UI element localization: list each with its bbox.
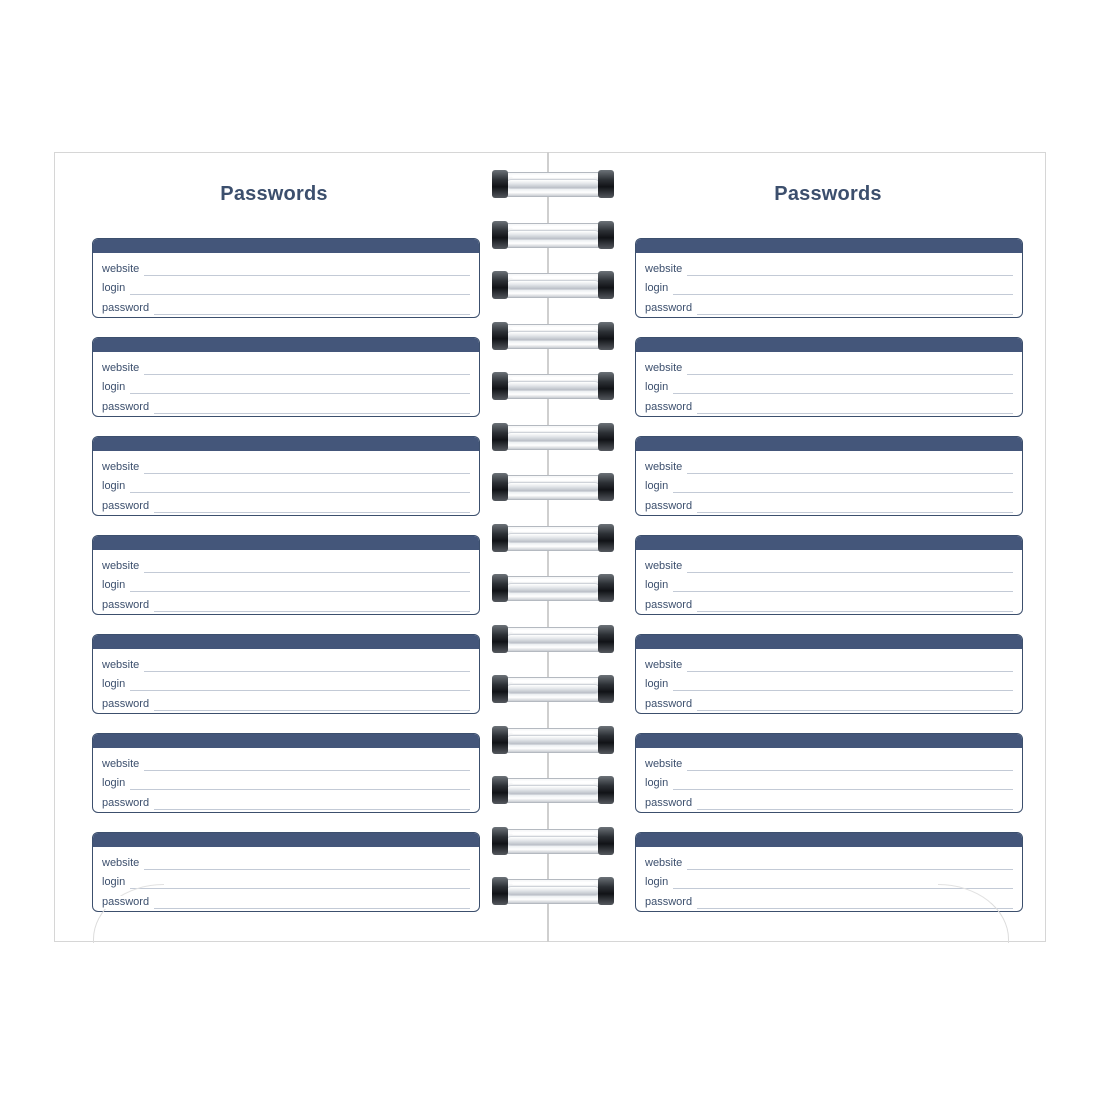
field-write-line-login[interactable] bbox=[673, 579, 1013, 592]
coil-cap-right bbox=[598, 574, 614, 602]
field-write-line-website[interactable] bbox=[144, 560, 470, 573]
field-write-line-password[interactable] bbox=[697, 698, 1013, 711]
spiral-coil-icon bbox=[490, 168, 616, 202]
entry-header-band bbox=[636, 239, 1022, 253]
field-write-line-login[interactable] bbox=[130, 876, 470, 889]
field-row-login[interactable] bbox=[102, 672, 470, 692]
field-write-line-password[interactable] bbox=[697, 599, 1013, 612]
coil-ring-inner bbox=[506, 331, 600, 341]
coil-cap-left bbox=[492, 877, 508, 905]
spiral-coil-icon bbox=[490, 673, 616, 707]
entry-list-left bbox=[92, 238, 480, 931]
coil-ring-inner bbox=[506, 230, 600, 240]
field-write-line-password[interactable] bbox=[154, 302, 470, 315]
field-write-line-website[interactable] bbox=[144, 263, 470, 276]
field-label-website: website bbox=[102, 362, 144, 375]
field-row-password[interactable] bbox=[102, 889, 470, 909]
field-label-login: login bbox=[102, 282, 130, 295]
entry-header-band bbox=[93, 338, 479, 352]
field-write-line-password[interactable] bbox=[154, 896, 470, 909]
coil-cap-right bbox=[598, 372, 614, 400]
field-label-password: password bbox=[102, 797, 154, 810]
password-entry-card[interactable] bbox=[635, 634, 1023, 714]
entry-fields bbox=[636, 649, 1022, 711]
field-row-password[interactable] bbox=[645, 790, 1013, 810]
coil-cap-left bbox=[492, 423, 508, 451]
entry-list-right bbox=[635, 238, 1023, 931]
field-label-password: password bbox=[102, 698, 154, 711]
field-label-login: login bbox=[102, 381, 130, 394]
field-write-line-website[interactable] bbox=[144, 857, 470, 870]
field-row-login[interactable] bbox=[645, 870, 1013, 890]
field-row-login[interactable] bbox=[645, 771, 1013, 791]
spiral-coil-icon bbox=[490, 471, 616, 505]
coil-cap-left bbox=[492, 322, 508, 350]
coil-ring-inner bbox=[506, 583, 600, 593]
field-row-website[interactable] bbox=[645, 553, 1013, 573]
entry-header-band bbox=[636, 734, 1022, 748]
field-label-login: login bbox=[645, 777, 673, 790]
field-write-line-password[interactable] bbox=[697, 500, 1013, 513]
coil-cap-left bbox=[492, 776, 508, 804]
field-row-website[interactable] bbox=[645, 652, 1013, 672]
coil-cap-right bbox=[598, 524, 614, 552]
field-row-password[interactable] bbox=[645, 691, 1013, 711]
coil-highlight bbox=[512, 226, 594, 229]
entry-fields bbox=[93, 352, 479, 414]
entry-header-band bbox=[93, 833, 479, 847]
spiral-coil-icon bbox=[490, 421, 616, 455]
spiral-coil-icon bbox=[490, 370, 616, 404]
spiral-coil-icon bbox=[490, 320, 616, 354]
field-label-login: login bbox=[645, 876, 673, 889]
coil-cap-right bbox=[598, 271, 614, 299]
field-write-line-website[interactable] bbox=[687, 461, 1013, 474]
field-write-line-website[interactable] bbox=[687, 659, 1013, 672]
coil-cap-right bbox=[598, 776, 614, 804]
spiral-coil-icon bbox=[490, 522, 616, 556]
password-entry-card[interactable] bbox=[92, 238, 480, 318]
coil-cap-left bbox=[492, 473, 508, 501]
field-label-login: login bbox=[102, 777, 130, 790]
coil-cap-left bbox=[492, 625, 508, 653]
spiral-coil-icon bbox=[490, 269, 616, 303]
field-label-website: website bbox=[102, 560, 144, 573]
entry-header-band bbox=[636, 635, 1022, 649]
field-row-login[interactable] bbox=[102, 870, 470, 890]
coil-highlight bbox=[512, 276, 594, 279]
field-label-website: website bbox=[645, 659, 687, 672]
field-label-login: login bbox=[102, 480, 130, 493]
field-write-line-login[interactable] bbox=[130, 579, 470, 592]
field-row-password[interactable] bbox=[102, 295, 470, 315]
spiral-coil-icon bbox=[490, 219, 616, 253]
coil-ring-inner bbox=[506, 533, 600, 543]
field-row-website[interactable] bbox=[645, 454, 1013, 474]
field-write-line-website[interactable] bbox=[687, 758, 1013, 771]
coil-ring-inner bbox=[506, 280, 600, 290]
password-entry-card[interactable] bbox=[92, 733, 480, 813]
field-write-line-login[interactable] bbox=[673, 678, 1013, 691]
coil-highlight bbox=[512, 428, 594, 431]
coil-cap-left bbox=[492, 675, 508, 703]
field-row-password[interactable] bbox=[102, 691, 470, 711]
coil-ring-inner bbox=[506, 482, 600, 492]
field-label-login: login bbox=[102, 579, 130, 592]
field-row-website[interactable] bbox=[102, 553, 470, 573]
field-write-line-login[interactable] bbox=[130, 678, 470, 691]
field-label-password: password bbox=[102, 302, 154, 315]
field-write-line-website[interactable] bbox=[687, 560, 1013, 573]
coil-highlight bbox=[512, 175, 594, 178]
coil-highlight bbox=[512, 478, 594, 481]
field-label-password: password bbox=[102, 500, 154, 513]
page-title-right: Passwords bbox=[774, 183, 882, 205]
field-label-password: password bbox=[645, 500, 697, 513]
field-label-login: login bbox=[102, 876, 130, 889]
entry-fields bbox=[93, 253, 479, 315]
field-write-line-password[interactable] bbox=[697, 896, 1013, 909]
field-row-website[interactable] bbox=[102, 355, 470, 375]
field-label-website: website bbox=[102, 659, 144, 672]
field-row-password[interactable] bbox=[645, 394, 1013, 414]
field-write-line-password[interactable] bbox=[154, 599, 470, 612]
field-row-password[interactable] bbox=[645, 493, 1013, 513]
spiral-coil-icon bbox=[490, 774, 616, 808]
field-label-login: login bbox=[645, 480, 673, 493]
password-entry-card[interactable] bbox=[635, 238, 1023, 318]
field-write-line-password[interactable] bbox=[697, 797, 1013, 810]
field-label-website: website bbox=[645, 560, 687, 573]
field-label-password: password bbox=[645, 698, 697, 711]
field-write-line-login[interactable] bbox=[130, 381, 470, 394]
entry-fields bbox=[93, 748, 479, 810]
entry-header-band bbox=[93, 734, 479, 748]
entry-fields bbox=[636, 451, 1022, 513]
field-write-line-login[interactable] bbox=[130, 777, 470, 790]
field-row-login[interactable] bbox=[102, 474, 470, 494]
entry-header-band bbox=[636, 338, 1022, 352]
coil-highlight bbox=[512, 882, 594, 885]
coil-highlight bbox=[512, 630, 594, 633]
coil-cap-left bbox=[492, 574, 508, 602]
coil-ring-inner bbox=[506, 684, 600, 694]
field-row-website[interactable] bbox=[102, 256, 470, 276]
field-write-line-website[interactable] bbox=[144, 362, 470, 375]
spiral-coil-icon bbox=[490, 724, 616, 758]
coil-highlight bbox=[512, 327, 594, 330]
coil-cap-left bbox=[492, 221, 508, 249]
coil-cap-left bbox=[492, 372, 508, 400]
field-row-website[interactable] bbox=[102, 652, 470, 672]
coil-cap-left bbox=[492, 726, 508, 754]
password-entry-card[interactable] bbox=[635, 832, 1023, 912]
field-write-line-login[interactable] bbox=[673, 876, 1013, 889]
spiral-coil-icon bbox=[490, 572, 616, 606]
field-label-website: website bbox=[102, 857, 144, 870]
field-write-line-website[interactable] bbox=[687, 263, 1013, 276]
field-label-password: password bbox=[102, 401, 154, 414]
spiral-binding bbox=[490, 168, 616, 928]
coil-highlight bbox=[512, 377, 594, 380]
password-entry-card[interactable] bbox=[92, 634, 480, 714]
coil-cap-left bbox=[492, 524, 508, 552]
entry-fields bbox=[93, 550, 479, 612]
left-page bbox=[55, 153, 551, 943]
coil-highlight bbox=[512, 832, 594, 835]
field-row-login[interactable] bbox=[102, 375, 470, 395]
field-row-website[interactable] bbox=[645, 751, 1013, 771]
coil-cap-right bbox=[598, 423, 614, 451]
field-label-website: website bbox=[645, 857, 687, 870]
field-write-line-password[interactable] bbox=[154, 401, 470, 414]
coil-cap-right bbox=[598, 675, 614, 703]
field-row-login[interactable] bbox=[645, 573, 1013, 593]
field-label-website: website bbox=[645, 758, 687, 771]
coil-highlight bbox=[512, 781, 594, 784]
field-row-website[interactable] bbox=[102, 454, 470, 474]
coil-highlight bbox=[512, 579, 594, 582]
field-label-login: login bbox=[645, 381, 673, 394]
field-label-password: password bbox=[645, 797, 697, 810]
password-entry-card[interactable] bbox=[92, 436, 480, 516]
password-entry-card[interactable] bbox=[635, 733, 1023, 813]
entry-header-band bbox=[93, 536, 479, 550]
field-write-line-login[interactable] bbox=[130, 282, 470, 295]
field-write-line-password[interactable] bbox=[154, 500, 470, 513]
coil-highlight bbox=[512, 529, 594, 532]
field-row-password[interactable] bbox=[645, 592, 1013, 612]
field-write-line-website[interactable] bbox=[144, 659, 470, 672]
entry-fields bbox=[636, 550, 1022, 612]
field-label-password: password bbox=[102, 896, 154, 909]
right-page bbox=[551, 153, 1047, 943]
entry-fields bbox=[93, 451, 479, 513]
coil-cap-right bbox=[598, 170, 614, 198]
field-label-website: website bbox=[645, 263, 687, 276]
entry-fields bbox=[93, 847, 479, 909]
coil-highlight bbox=[512, 680, 594, 683]
coil-ring-inner bbox=[506, 634, 600, 644]
field-label-password: password bbox=[645, 401, 697, 414]
field-label-login: login bbox=[645, 678, 673, 691]
coil-cap-right bbox=[598, 877, 614, 905]
field-label-website: website bbox=[102, 758, 144, 771]
coil-ring-inner bbox=[506, 886, 600, 896]
field-write-line-password[interactable] bbox=[154, 698, 470, 711]
field-write-line-password[interactable] bbox=[697, 401, 1013, 414]
password-entry-card[interactable] bbox=[92, 535, 480, 615]
entry-fields bbox=[636, 253, 1022, 315]
coil-cap-right bbox=[598, 322, 614, 350]
field-row-login[interactable] bbox=[102, 573, 470, 593]
field-row-login[interactable] bbox=[645, 276, 1013, 296]
coil-cap-right bbox=[598, 221, 614, 249]
field-row-website[interactable] bbox=[102, 751, 470, 771]
coil-ring-inner bbox=[506, 179, 600, 189]
field-label-login: login bbox=[102, 678, 130, 691]
field-label-password: password bbox=[645, 599, 697, 612]
entry-header-band bbox=[93, 239, 479, 253]
field-write-line-website[interactable] bbox=[687, 857, 1013, 870]
coil-highlight bbox=[512, 731, 594, 734]
field-row-login[interactable] bbox=[645, 375, 1013, 395]
field-label-password: password bbox=[645, 896, 697, 909]
coil-ring-inner bbox=[506, 381, 600, 391]
field-row-password[interactable] bbox=[102, 790, 470, 810]
field-write-line-login[interactable] bbox=[673, 282, 1013, 295]
field-row-website[interactable] bbox=[645, 355, 1013, 375]
field-write-line-login[interactable] bbox=[130, 480, 470, 493]
field-row-login[interactable] bbox=[102, 276, 470, 296]
field-label-password: password bbox=[645, 302, 697, 315]
coil-ring-inner bbox=[506, 836, 600, 846]
coil-cap-right bbox=[598, 473, 614, 501]
coil-cap-left bbox=[492, 170, 508, 198]
field-write-line-password[interactable] bbox=[697, 302, 1013, 315]
entry-fields bbox=[636, 847, 1022, 909]
field-row-password[interactable] bbox=[102, 394, 470, 414]
field-write-line-password[interactable] bbox=[154, 797, 470, 810]
field-label-website: website bbox=[645, 461, 687, 474]
coil-cap-right bbox=[598, 726, 614, 754]
entry-fields bbox=[636, 352, 1022, 414]
coil-cap-right bbox=[598, 625, 614, 653]
spiral-coil-icon bbox=[490, 623, 616, 657]
password-entry-card[interactable] bbox=[635, 535, 1023, 615]
field-label-login: login bbox=[645, 282, 673, 295]
password-entry-card[interactable] bbox=[92, 337, 480, 417]
field-label-login: login bbox=[645, 579, 673, 592]
coil-ring-inner bbox=[506, 785, 600, 795]
field-row-password[interactable] bbox=[102, 493, 470, 513]
entry-header-band bbox=[636, 536, 1022, 550]
entry-header-band bbox=[93, 635, 479, 649]
field-row-login[interactable] bbox=[645, 474, 1013, 494]
password-entry-card[interactable] bbox=[92, 832, 480, 912]
coil-cap-left bbox=[492, 827, 508, 855]
entry-fields bbox=[93, 649, 479, 711]
password-entry-card[interactable] bbox=[635, 337, 1023, 417]
field-write-line-login[interactable] bbox=[673, 777, 1013, 790]
field-row-website[interactable] bbox=[102, 850, 470, 870]
coil-ring-inner bbox=[506, 735, 600, 745]
field-row-password[interactable] bbox=[645, 889, 1013, 909]
field-row-website[interactable] bbox=[645, 256, 1013, 276]
field-label-password: password bbox=[102, 599, 154, 612]
field-row-password[interactable] bbox=[102, 592, 470, 612]
field-write-line-website[interactable] bbox=[144, 461, 470, 474]
field-row-login[interactable] bbox=[645, 672, 1013, 692]
entry-header-band bbox=[93, 437, 479, 451]
field-label-website: website bbox=[102, 263, 144, 276]
entry-fields bbox=[636, 748, 1022, 810]
entry-header-band bbox=[636, 437, 1022, 451]
coil-cap-left bbox=[492, 271, 508, 299]
spiral-coil-icon bbox=[490, 875, 616, 909]
field-write-line-login[interactable] bbox=[673, 480, 1013, 493]
coil-ring-inner bbox=[506, 432, 600, 442]
page-title-left: Passwords bbox=[220, 183, 328, 205]
field-row-website[interactable] bbox=[645, 850, 1013, 870]
coil-cap-right bbox=[598, 827, 614, 855]
spiral-coil-icon bbox=[490, 825, 616, 859]
entry-header-band bbox=[636, 833, 1022, 847]
field-label-website: website bbox=[102, 461, 144, 474]
field-label-website: website bbox=[645, 362, 687, 375]
field-write-line-login[interactable] bbox=[673, 381, 1013, 394]
field-row-password[interactable] bbox=[645, 295, 1013, 315]
field-write-line-website[interactable] bbox=[687, 362, 1013, 375]
field-row-login[interactable] bbox=[102, 771, 470, 791]
password-entry-card[interactable] bbox=[635, 436, 1023, 516]
field-write-line-website[interactable] bbox=[144, 758, 470, 771]
